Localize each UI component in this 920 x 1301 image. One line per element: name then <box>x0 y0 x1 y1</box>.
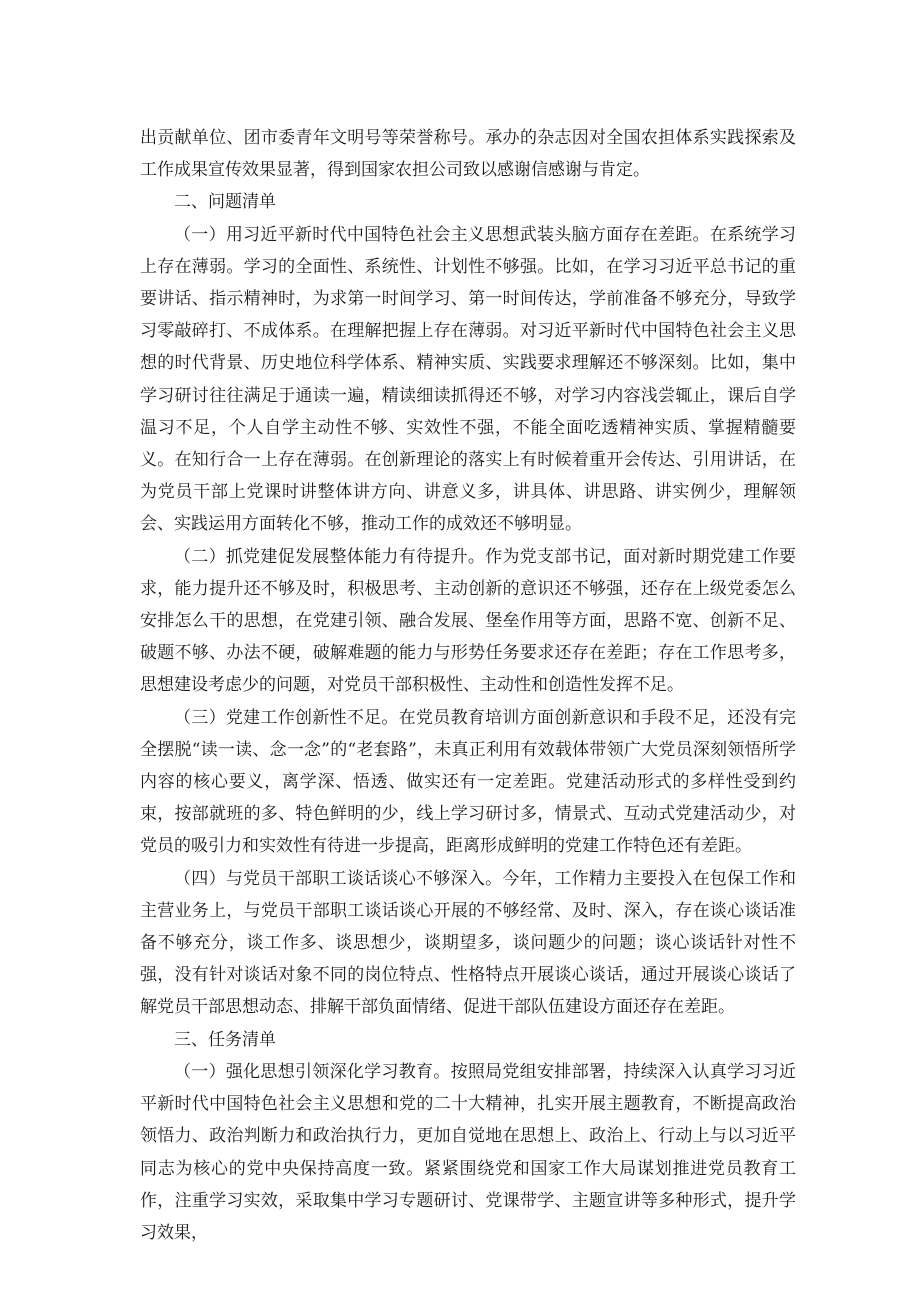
paragraph-problem-2: （二）抓党建促发展整体能力有待提升。作为党支部书记，面对新时期党建工作要求，能力提升还不够及时，积极思考、主动创新的意识还不够强，还存在上级党委怎么安排怎么干的思想，在党建引领、融合发展、堡垒作用等方面，思路不宽、创新不足、破题不够、办法不硬，破解难题的能力与形势任务要求还存在差距；存在工作思考多，思想建设考虑少的问题，对党员干部积极性、主动性和创造性发挥不足。 <box>140 546 796 696</box>
paragraph-problem-3: （三）党建工作创新性不足。在党员教育培训方面创新意识和手段不足，还没有完全摆脱“读一读、念一念”的“老套路”，未真正利用有效载体带领广大党员深刻领悟所学内容的核心要义，离学深、悟透、做实还有一定差距。党建活动形式的多样性受到约束，按部就班的多、特色鲜明的少，线上学习研讨多，情景式、互动式党建活动少，对党员的吸引力和实效性有待进一步提高，距离形成鲜明的党建工作特色还有差距。 <box>140 707 796 857</box>
paragraph-task-1: （一）强化思想引领深化学习教育。按照局党组安排部署，持续深入认真学习习近平新时代中国特色社会主义思想和党的二十大精神，扎实开展主题教育，不断提高政治领悟力、政治判断力和政治执行力，更加自觉地在思想上、政治上、行动上与以习近平同志为核心的党中央保持高度一致。紧紧围绕党和国家工作大局谋划推进党员教育工作，注重学习实效，采取集中学习专题研讨、党课带学、主题宣讲等多种形式，提升学习效果， <box>140 1061 796 1243</box>
section-heading-task-list: 三、任务清单 <box>174 1029 276 1050</box>
paragraph-intro-continuation: 出贡献单位、团市委青年文明号等荣誉称号。承办的杂志因对全国农担体系实践探索及工作成果宣传效果显著，得到国家农担公司致以感谢信感谢与肯定。 <box>140 128 796 181</box>
paragraph-problem-4: （四）与党员干部职工谈话谈心不够深入。今年，工作精力主要投入在包保工作和主营业务上，与党员干部职工谈话谈心开展的不够经常、及时、深入，存在谈心谈话准备不够充分，谈工作多、谈思想少，谈期望多，谈问题少的问题；谈心谈话针对性不强，没有针对谈话对象不同的岗位特点、性格特点开展谈心谈话，通过开展谈心谈话了解党员干部思想动态、排解干部负面情绪、促进干部队伍建设方面还存在差距。 <box>140 868 796 1018</box>
section-heading-problem-list: 二、问题清单 <box>174 192 276 213</box>
paragraph-problem-1: （一）用习近平新时代中国特色社会主义思想武装头脑方面存在差距。在系统学习上存在薄弱。学习的全面性、系统性、计划性不够强。比如，在学习习近平总书记的重要讲话、指示精神时，为求第一时间学习、第一时间传达，学前准备不够充分，导致学习零敲碎打、不成体系。在理解把握上存在薄弱。对习近平新时代中国特色社会主义思想的时代背景、历史地位科学体系、精神实质、实践要求理解还不够深刻。比如，集中学习研讨往往满足于通读一遍，精读细读抓得还不够，对学习内容浅尝辄止，课后自学温习不足，个人自学主动性不够、实效性不强，不能全面吃透精神实质、掌握精髓要义。在知行合一上存在薄弱。在创新理论的落实上有时候着重开会传达、引用讲话，在为党员干部上党课时讲整体讲方向、讲意义多，讲具体、讲思路、讲实例少，理解领会、实践运用方面转化不够，推动工作的成效还不够明显。 <box>140 224 796 535</box>
document-page <box>140 122 796 1249</box>
